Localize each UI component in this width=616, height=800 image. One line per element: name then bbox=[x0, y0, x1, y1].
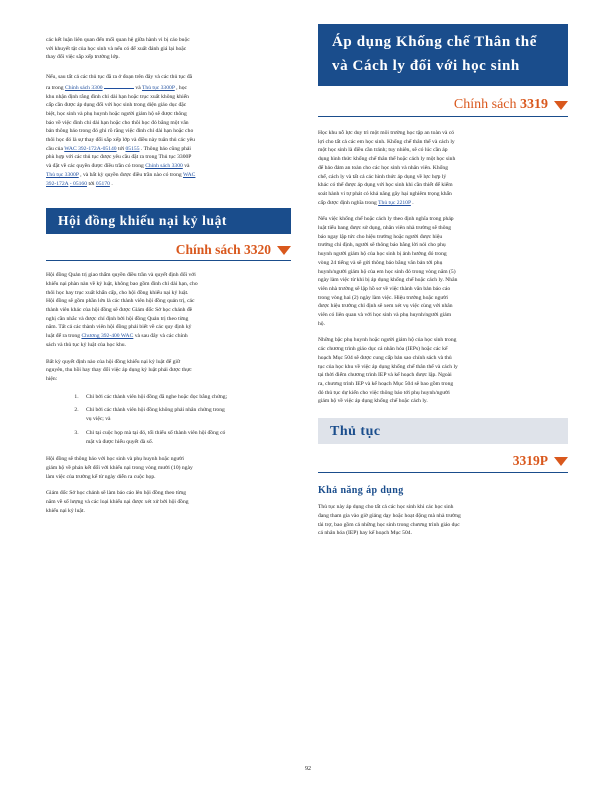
decision-conditions-list bbox=[46, 393, 230, 447]
list-item: 3. Chỉ tại cuộc họp mà tại đó, tối thiểu số thành viên hội đồng có mặt và được hiểu quyết đà số. bbox=[80, 429, 230, 446]
paragraph-applicability: Thủ tục này áp dụng cho tất cả các học sinh khi các học sinh đang tham gia vào giờ giảng dạy hoặc hoạt động mà nhà trường tài trợ, bao gồm cả những học sinh trong chương trình giáo dục cá nhân hóa (IEP) hay kế hoạch Mục 504. bbox=[318, 504, 461, 537]
link-wac-392-172a-05140[interactable]: WAC 392-172A-05140 bbox=[64, 145, 117, 152]
link-procedure-2210p[interactable]: Thủ tục 2210P bbox=[378, 199, 411, 206]
paragraph-intro: các kết luận liên quan đến mối quan hệ giữa hành vi bị cáo buộc với khuyết tật của học sinh và nếu có để xuất đánh giá lại hoặc thay đổi việc sắp xếp trường lớp. bbox=[46, 37, 190, 61]
section-banner-restraint-isolation bbox=[318, 24, 568, 86]
left-column bbox=[46, 0, 291, 515]
link-procedure-3300p[interactable]: Thủ tục 3300P bbox=[141, 84, 175, 91]
link-wac-392-172a[interactable]: WAC 392-172A bbox=[46, 171, 196, 187]
right-column bbox=[318, 0, 568, 538]
banner-title: Áp dụng Khống chế Thân thể và Cách ly đối với học sinh bbox=[332, 34, 537, 74]
paragraph-decision-requirements: Bất kỳ quyết định nào của hội đồng khiếu nại kỷ luật để giữ nguyên, thu hồi hay thay đổi việc áp dụng kỷ luật phải được thực hiện: bbox=[46, 358, 192, 382]
paragraph-safe-environment: Học khu nỗ lực duy trì một môi trường học tập an toàn và có lợi cho tất cả các em học sinh. Khống chế thân thể và cách ly một học sinh là điều cần tránh; tuy nhiên, sẽ có lúc cần áp dụng hình thức khống chế thân thể hoặc cách ly một học sinh để bảo đảm an toàn cho các học sinh và nhân viên. Khống chế, cách ly và tất cả các hình thức áp dụng về lực hợp lý khác có thể được áp dụng với học sinh khi cần thiết để kiểm soát hành vi tự phát có khả năng gây hại nghiêm trọng khẩn cấp được định nghĩa trong Thủ tục 2210P . bbox=[318, 130, 456, 206]
section-title: Thủ tục bbox=[330, 424, 381, 440]
section-banner-procedure bbox=[318, 418, 568, 444]
link-procedure-3300p-b[interactable]: Thủ tục 3300P bbox=[46, 171, 79, 178]
link-policy-3300-b[interactable]: Chính sách 3300 bbox=[145, 163, 183, 170]
link-policy-3300[interactable]: Chính sách 3300 bbox=[64, 84, 103, 91]
policy-heading-3320 bbox=[46, 240, 291, 261]
paragraph-iep-parents: Những bậc phụ huynh hoặc người giám hộ của học sinh trong các chương trình giáo dục cá nhân hóa (IEPs) hoặc các kế hoạch Mục 504 sẽ được cung cấp bản sao chính sách và thủ tục của học khu về việc áp dụng khống chế thân thể và cách ly tại thời điểm chương trình IEP và kế hoạch được lập. Ngoài ra, chương trình IEP và kế hoạch Mục 504 sẽ bao gồm trong đó thủ tục dự kiến cho việc thông báo tới phụ huynh/người giám hộ về việc áp dụng khống chế hoặc cách ly. bbox=[318, 337, 458, 405]
procedure-number: 3319P bbox=[512, 453, 548, 469]
paragraph-annual-report: Giám đốc Sở học chánh sẽ làm báo cáo lên hội đồng theo từng năm về số lượng và các loại khiếu nại được xét xử bởi hội đồng khiếu nại kỷ luật. bbox=[46, 490, 189, 514]
procedure-heading-3319p bbox=[318, 450, 568, 473]
triangle-marker-icon bbox=[277, 246, 291, 255]
subheading-applicability: Khả năng áp dụng bbox=[318, 485, 404, 497]
page-number: 92 bbox=[305, 766, 311, 772]
paragraph-appeal-council: Hội đồng Quản trị giao thẩm quyền điều trần và quyết định đối với khiếu nại phàn nàn về kỷ luật, không bao gồm đình chỉ dài hạn, cho thôi học hay trục xuất khẩn cấp, cho hội đồng khiếu nại kỷ luật. Hội đồng sẽ gồm phần lớn là các thành viên hội đồng quản trị, các thành viên khác của hội đồng sẽ được Giám đốc Sở học chánh đề nghị cần nhắc và được chỉ định bởi hội đồng Quản trị theo từng năm. Tất cả các thành viên hội đồng phải biết về các quy định kỷ luật để ra trong Chương 392-400 WAC và sau đây và các chính sách và thủ tục kỷ luật của học khu. bbox=[46, 272, 198, 348]
list-item: 1. Chỉ bởi các thành viên hội đồng đã nghe hoặc đọc bằng chứng; bbox=[80, 393, 230, 402]
paragraph-appeal-notification: Hội đồng sẽ thông báo với học sinh và phụ huynh hoặc người giám hộ về phán kết đối với khiếu nại trong vòng mười (10) ngày làm việc của trường kể từ ngày diễn ra cuộc họp. bbox=[46, 456, 193, 480]
policy-number: Chính sách 3319 bbox=[453, 97, 548, 112]
link-05155[interactable]: 05155 bbox=[125, 145, 140, 152]
list-item: 2. Chỉ bởi các thành viên hội đồng không phải nhân chứng trong vụ việc; và bbox=[80, 406, 230, 423]
paragraph-restraint-notification: Nếu việc khống chế hoặc cách ly theo định nghĩa trong pháp luật tiểu bang được sử dụng, nhân viên nhà trường sẽ thông báo ngay lập tức cho hiệu trưởng hoặc người được hiệu trưởng chỉ định, người sẽ thông báo bằng lời nói cho phụ huynh người giám hộ của học sinh bị ảnh hưởng đó trong vòng 24 tiếng và sẽ gửi thông báo bằng văn bản tới phụ huynh/người giám hộ của em học sinh đó trong vòng năm (5) ngày làm việc từ khi bị áp dụng khống chế hoặc cách ly. Nhân viên nhà trường sẽ lập hồ sơ về việc thành văn bản báo cáo trong vòng hai (2) ngày làm việc. Hiệu trưởng hoặc người được hiệu trưởng chỉ định sẽ xem xét vụ việc cùng với nhân viên có liên quan và với học sinh và phụ huynh/người giám hộ. bbox=[318, 216, 458, 327]
triangle-marker-icon bbox=[554, 101, 568, 110]
link-05160[interactable]: - 05160 bbox=[69, 180, 88, 187]
policy-heading-3319 bbox=[318, 94, 568, 117]
link-chapter-392-400-wac[interactable]: Chương 392-400 WAC bbox=[81, 333, 134, 340]
link-05170[interactable]: 05170 bbox=[95, 180, 110, 187]
section-banner-discipline-appeal bbox=[46, 208, 291, 234]
banner-title: Hội đồng khiếu nại kỷ luật bbox=[58, 213, 228, 229]
triangle-marker-icon bbox=[554, 457, 568, 466]
paragraph-expulsion-notice: Nếu, sau tất cả các thủ tục đã ra ở đoạn trên đây và các thủ tục đã ra trong Chính sách 3300 và Thủ tục 3300P , học khu nhận định rằng đình chỉ dài hạn hoặc trục xuất không khiến cấp cần được áp dụng đối với học sinh trong diện giáo dục đặc biệt, học sinh và phụ huynh hoặc người giám hộ sẽ được thông báo về việc đình chỉ dài hạn hoặc cho thôi học đó bằng một văn bản thông báo trong đó ghi rõ rằng việc đình chỉ dài hạn hoặc cho thôi học đó là sự thay đổi sắp xếp lớp và điều này tuân thủ các yêu cầu của WAC 392-172A-05140 tới 05155 . Thông báo cũng phải phù hợp với các thủ tục được yêu cầu đặt ra trong Thủ tục 3300P và đặt về các quyền được điều trần có trong Chính sách 3300 và Thủ tục 3300P , và bất kỳ quyền được điều trần nào có trong WAC 392-172A - 05160 tới 05170 . bbox=[46, 74, 196, 187]
policy-number: Chính sách 3320 bbox=[175, 242, 271, 258]
